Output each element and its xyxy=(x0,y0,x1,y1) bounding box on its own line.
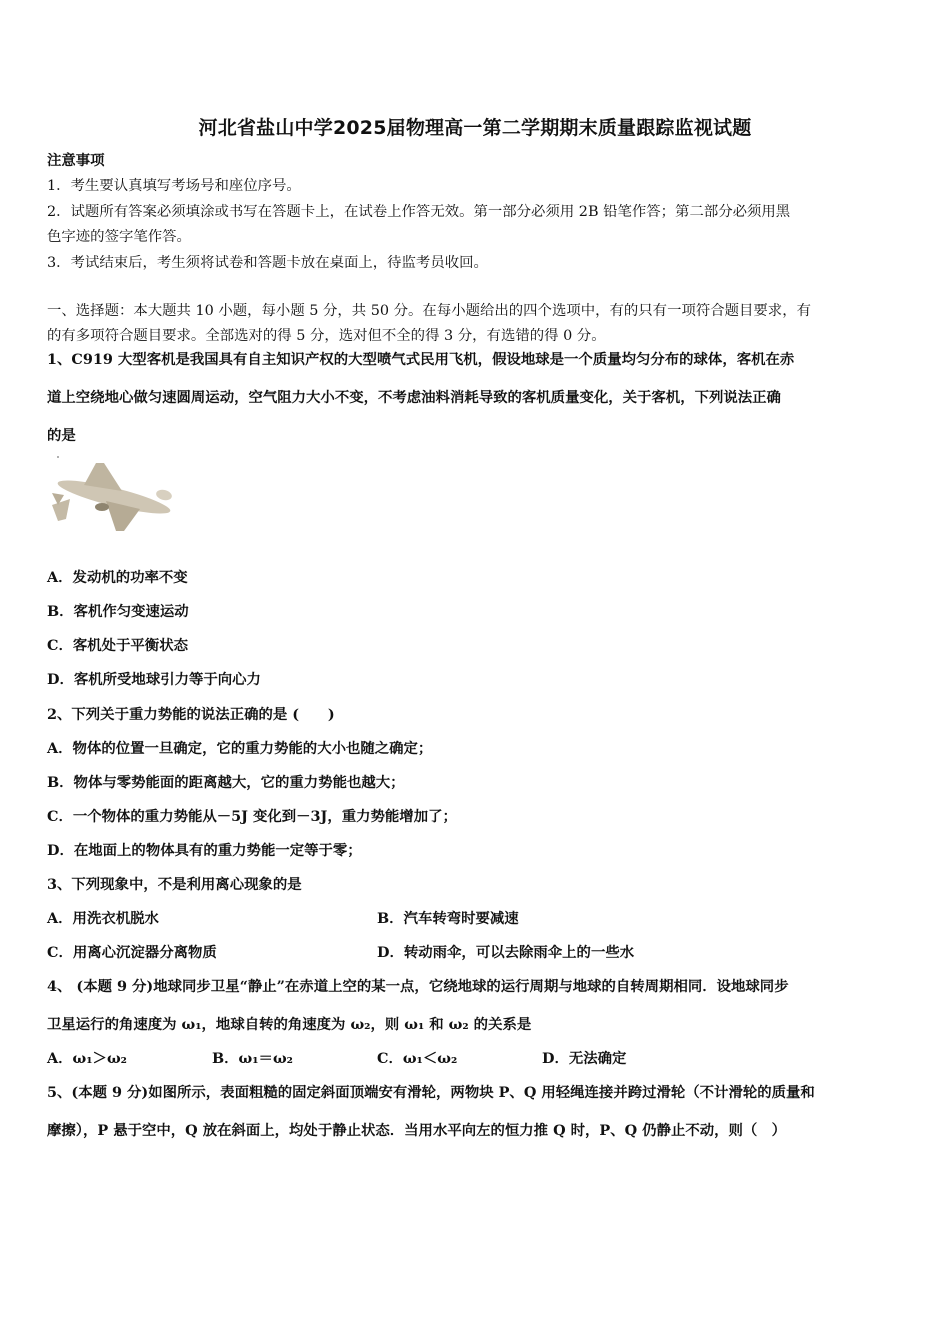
q4-option-d: D．无法确定 xyxy=(542,1050,627,1067)
q2-option-d: D．在地面上的物体具有的重力势能一定等于零； xyxy=(47,842,362,859)
q4-option-c: C．ω₁＜ω₂ xyxy=(377,1050,458,1067)
q3-option-b: B．汽车转弯时要减速 xyxy=(377,910,519,927)
q4-stem: 4、 (本题 9 分)地球同步卫星“静止”在赤道上空的某一点，它绕地球的运行周期与地球的自转周期相同．设地球同步 xyxy=(47,978,789,995)
q1-stem: 道上空绕地心做匀速圆周运动，空气阻力大小不变，不考虑油料消耗导致的客机质量变化，关于客机，下列说法正确 xyxy=(47,389,781,406)
q4-stem: 卫星运行的角速度为 ω₁，地球自转的角速度为 ω₂，则 ω₁ 和 ω₂ 的关系是 xyxy=(47,1016,532,1033)
notice-item: 3．考试结束后，考生须将试卷和答题卡放在桌面上，待监考员收回。 xyxy=(47,255,488,271)
q3-option-c: C．用离心沉淀器分离物质 xyxy=(47,944,217,961)
q4-option-b: B．ω₁＝ω₂ xyxy=(212,1050,293,1067)
section-heading: 一、选择题：本大题共 10 小题，每小题 5 分，共 50 分。在每小题给出的四个选项中，有的只有一项符合题目要求，有 xyxy=(47,303,811,319)
q3-option-d: D．转动雨伞，可以去除雨伞上的一些水 xyxy=(377,944,635,961)
q4-option-a: A．ω₁＞ω₂ xyxy=(47,1050,127,1067)
q3-stem: 3、下列现象中，不是利用离心现象的是 xyxy=(47,876,302,893)
q2-option-c: C．一个物体的重力势能从－5J 变化到－3J，重力势能增加了； xyxy=(47,808,457,825)
airplane-image xyxy=(44,455,174,535)
q1-option-c: C．客机处于平衡状态 xyxy=(47,637,188,654)
q5-stem: 摩擦），P 悬于空中，Q 放在斜面上，均处于静止状态．当用水平向左的恒力推 Q 时，P、Q 仍静止不动，则（ ） xyxy=(47,1122,787,1139)
q1-stem: 1、C919 大型客机是我国具有自主知识产权的大型喷气式民用飞机，假设地球是一个质量均匀分布的球体，客机在赤 xyxy=(47,351,795,368)
q2-option-b: B．物体与零势能面的距离越大，它的重力势能也越大； xyxy=(47,774,405,791)
notice-item: 色字迹的签字笔作答。 xyxy=(47,229,191,245)
q1-option-d: D．客机所受地球引力等于向心力 xyxy=(47,671,261,688)
q1-option-b: B．客机作匀变速运动 xyxy=(47,603,189,620)
notice-item: 2．试题所有答案必须填涂或书写在答题卡上，在试卷上作答无效。第一部分必须用 2B 铅笔作答；第二部分必须用黑 xyxy=(47,204,791,220)
section-heading-cont: 的有多项符合题目要求。全部选对的得 5 分，选对但不全的得 3 分，有选错的得 0 分。 xyxy=(47,328,606,344)
notice-item: 1．考生要认真填写考场号和座位序号。 xyxy=(47,178,301,194)
q2-option-a: A．物体的位置一旦确定，它的重力势能的大小也随之确定； xyxy=(47,740,433,757)
q1-stem: 的是 xyxy=(47,427,76,444)
q1-option-a: A．发动机的功率不变 xyxy=(47,569,188,586)
notice-heading: 注意事项 xyxy=(47,152,105,169)
page-title: 河北省盐山中学2025届物理高一第二学期期末质量跟踪监视试题 xyxy=(198,117,752,139)
q3-option-a: A．用洗衣机脱水 xyxy=(47,910,159,927)
q5-stem: 5、(本题 9 分)如图所示，表面粗糙的固定斜面顶端安有滑轮，两物块 P、Q 用轻绳连接并跨过滑轮（不计滑轮的质量和 xyxy=(47,1084,815,1101)
q2-stem: 2、下列关于重力势能的说法正确的是 ( ) xyxy=(47,706,335,723)
